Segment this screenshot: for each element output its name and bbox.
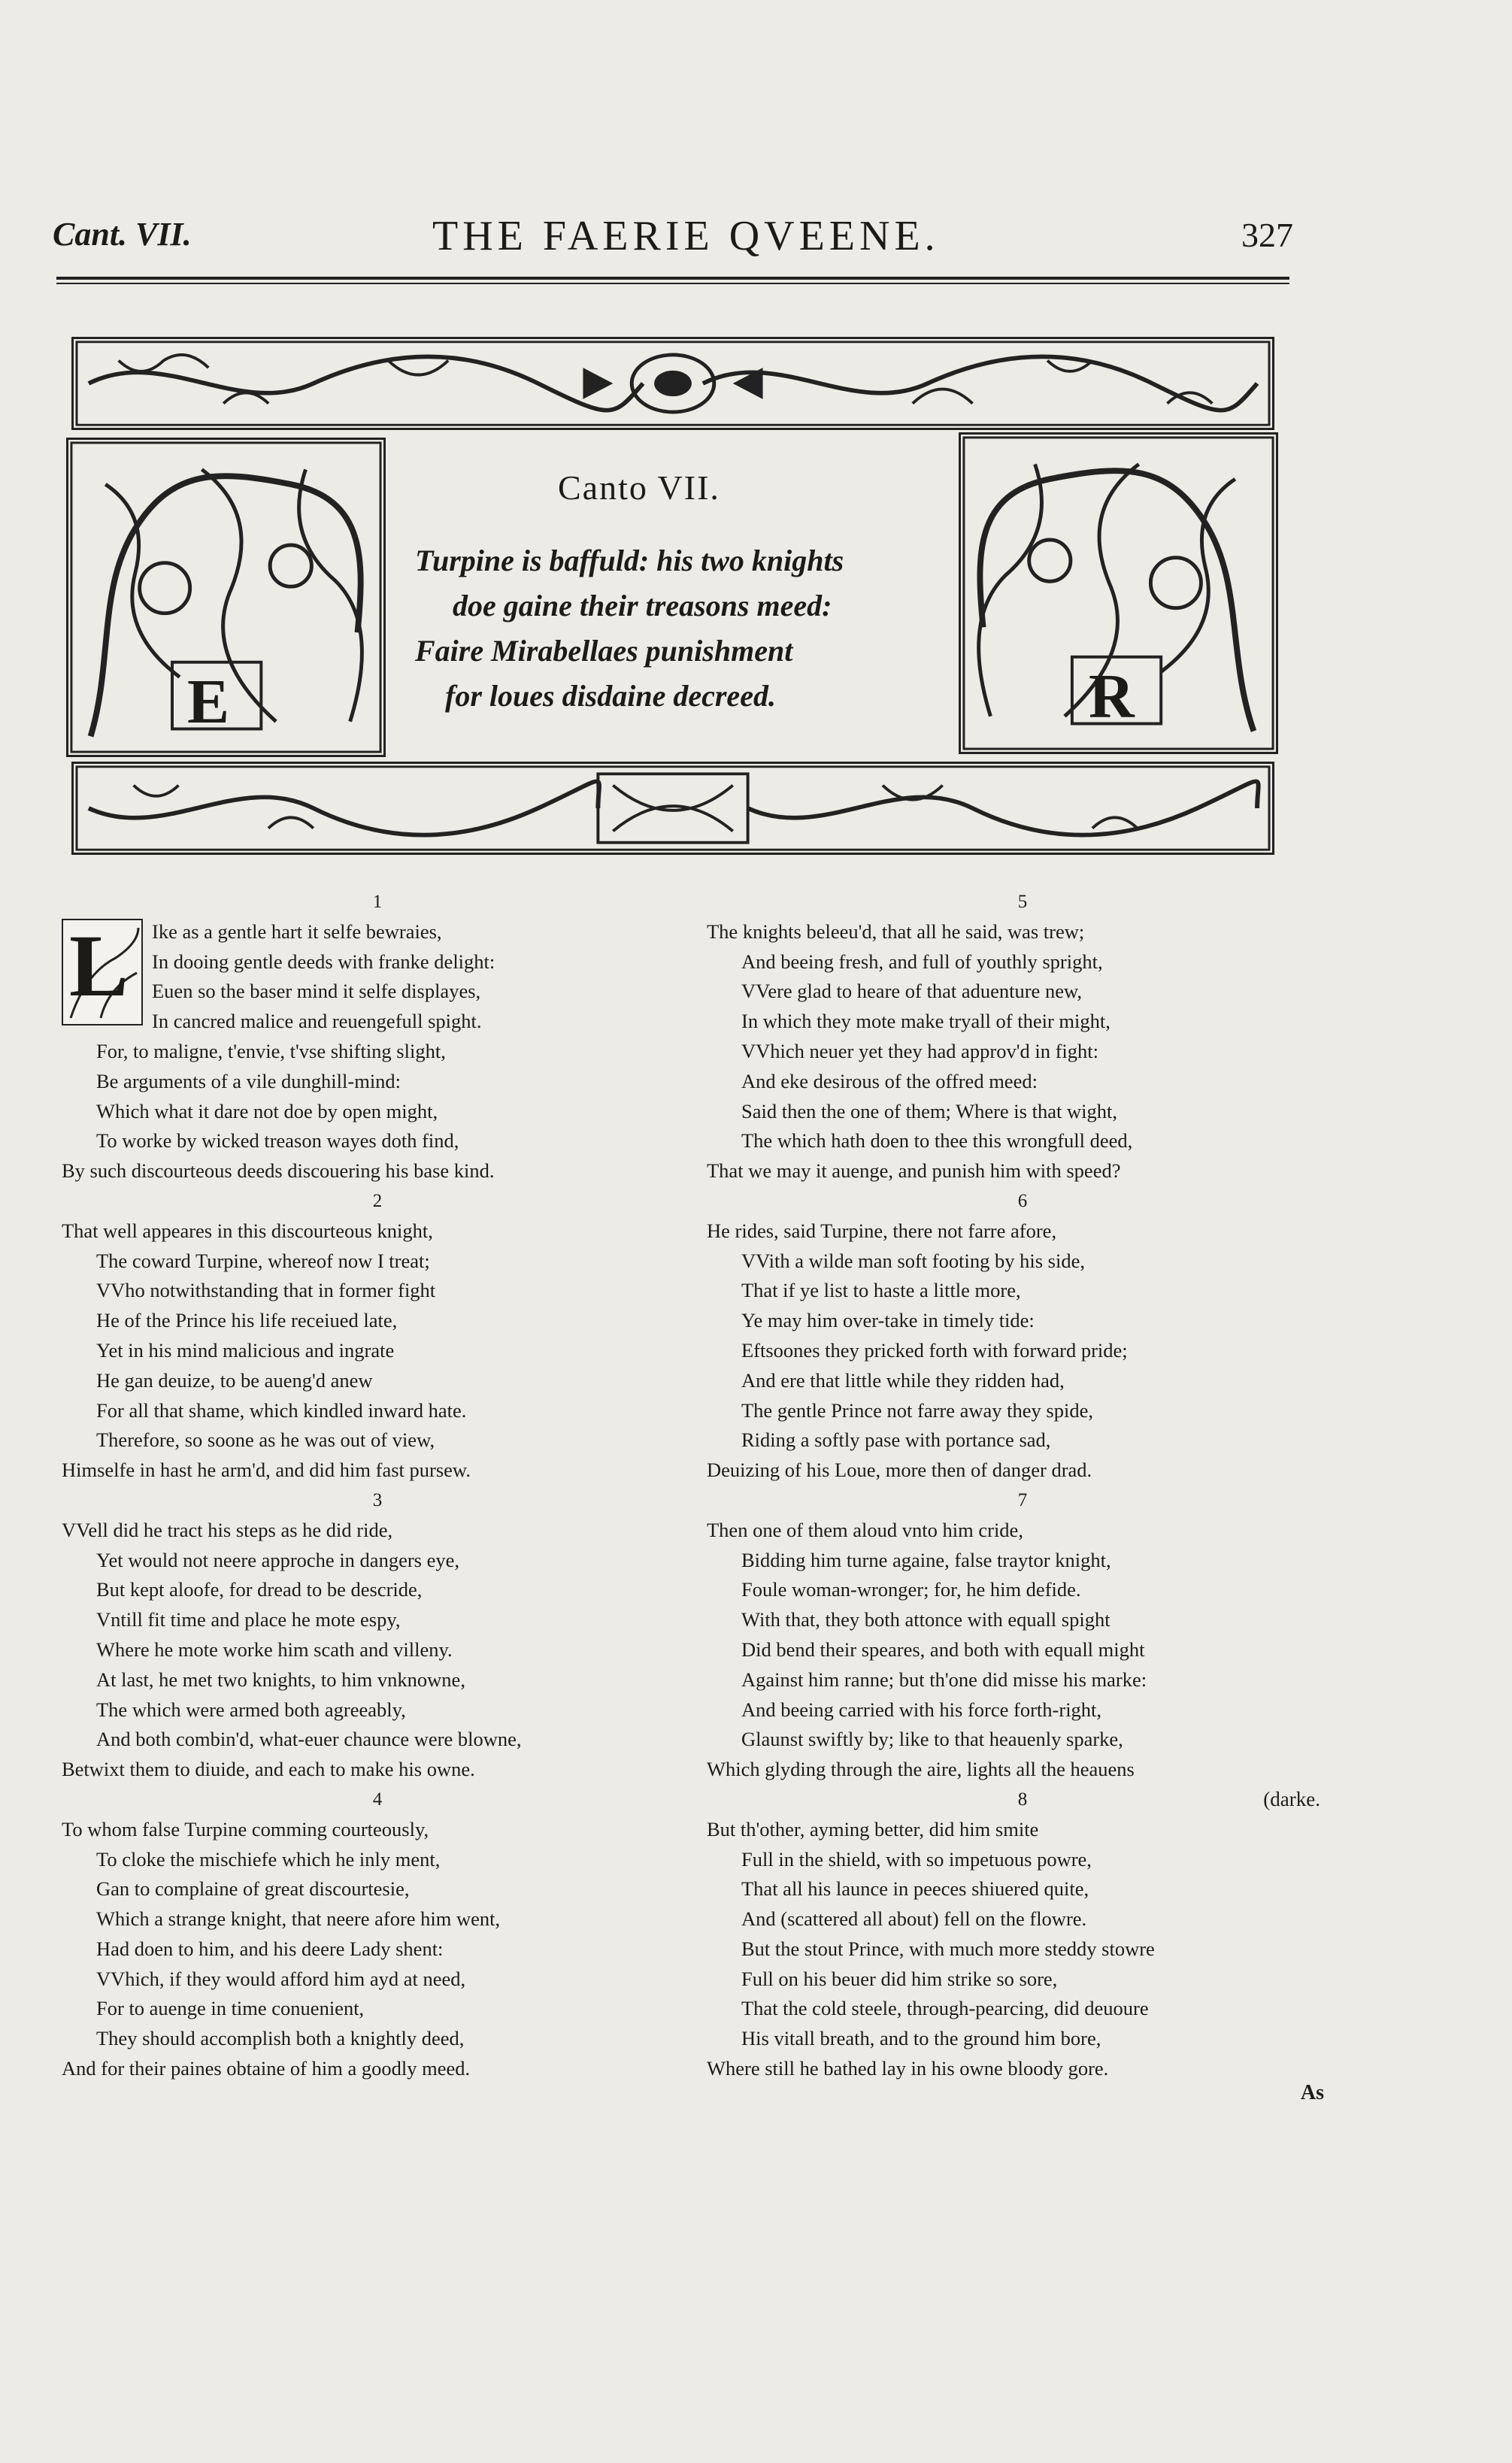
stanza <box>62 1785 693 2084</box>
verse-line: But th'other, ayming better, did him smite <box>707 1817 1039 1840</box>
verse-line: Eftsoones they pricked forth with forward pride; <box>741 1338 1128 1362</box>
stanza <box>707 1186 1338 1486</box>
verse-line: VVhich neuer yet they had approv'd in fight: <box>741 1039 1099 1062</box>
verse-line: Ike as a gentle hart it selfe bewraies, <box>152 919 442 943</box>
verse-line: Gan to complaine of great discourtesie, <box>96 1877 410 1901</box>
verse-line: At last, he met two knights, to him vnknowne, <box>96 1668 465 1691</box>
header-rule <box>56 277 1289 280</box>
verse-line: That all his launce in peeces shiuered quite, <box>741 1877 1089 1901</box>
verse-line: That well appeares in this discourteous knight, <box>62 1219 433 1242</box>
verse-line: For, to maligne, t'envie, t'vse shifting slight, <box>96 1039 446 1062</box>
catchword: As <box>1300 2081 1324 2104</box>
verse-line: And for their paines obtaine of him a goodly meed. <box>62 2057 471 2080</box>
verse-line: For all that shame, which kindled inward hate. <box>96 1398 467 1422</box>
verse-line: They should accomplish both a knightly deed, <box>96 2027 465 2050</box>
argument-line: Faire Mirabellaes punishment <box>415 634 793 668</box>
ornament-band-top <box>71 337 1274 430</box>
verse-line: The coward Turpine, whereof now I treat; <box>96 1249 430 1272</box>
ornament-band-bottom <box>71 762 1274 855</box>
stanza-number: 8 <box>1017 1789 1028 1810</box>
ornament-letter-left: E <box>187 667 230 737</box>
verse-line: The which hath doen to thee this wrongfull deed, <box>741 1129 1133 1153</box>
verse-line: Ye may him over-take in timely tide: <box>741 1309 1035 1332</box>
verse-line: Bidding him turne againe, false traytor knight, <box>741 1548 1111 1571</box>
verse-line: Vntill fit time and place he mote espy, <box>96 1608 401 1631</box>
verse-line: Which a strange knight, that neere afore him went, <box>96 1907 501 1931</box>
stanza-number: 5 <box>1017 892 1028 912</box>
verse-line: The gentle Prince not farre away they spide, <box>741 1398 1093 1422</box>
verse-line: Which what it dare not doe by open might, <box>96 1099 438 1122</box>
stanza <box>62 1486 693 1785</box>
verse-line: Betwixt them to diuide, and each to make his owne. <box>62 1758 475 1781</box>
verse-line: That the cold steele, through-pearcing, did deuoure <box>741 1997 1149 2020</box>
verse-line: VVhich, if they would afford him ayd at need, <box>96 1967 466 1990</box>
verse-column-right <box>707 887 1338 2084</box>
verse-line: Glaunst swiftly by; like to that heauenly sparke, <box>741 1728 1123 1751</box>
stanza-number: 4 <box>372 1789 383 1810</box>
verse-line: Yet would not neere approche in dangers eye, <box>96 1548 459 1571</box>
verse-line: The which were armed both agreeably, <box>96 1698 406 1721</box>
verse-line: And (scattered all about) fell on the flowre. <box>741 1907 1087 1931</box>
ornament-panel-left <box>66 438 386 757</box>
stanza <box>707 887 1338 1186</box>
running-header-canto: Cant. VII. <box>53 216 192 253</box>
verse-line: By such discourteous deeds discouering his base kind. <box>62 1159 495 1183</box>
verse-line: And beeing carried with his force forth-right, <box>741 1698 1102 1721</box>
verse-line: Where still he bathed lay in his owne bloody gore. <box>707 2057 1109 2080</box>
turnover-word: (darke. <box>1263 1788 1320 1810</box>
verse-line: In cancred malice and reuengefull spight. <box>152 1010 482 1033</box>
verse-line: VVere glad to heare of that aduenture new, <box>741 980 1082 1003</box>
verse-line: To whom false Turpine comming courteously, <box>62 1817 429 1840</box>
verse-line: VVell did he tract his steps as he did ride, <box>62 1518 393 1541</box>
stanza-number: 7 <box>1017 1489 1028 1510</box>
stanza <box>707 1486 1338 1785</box>
verse-line: In which they mote make tryall of their might, <box>741 1010 1111 1033</box>
argument-line: doe gaine their treasons meed: <box>453 589 832 623</box>
verse-line: Did bend their speares, and both with equall might <box>741 1637 1145 1661</box>
verse-line: With that, they both attonce with equall spight <box>741 1608 1111 1631</box>
verse-line: Yet in his mind malicious and ingrate <box>96 1338 395 1362</box>
stanza <box>62 1186 693 1486</box>
verse-line: But kept aloofe, for dread to be descride, <box>96 1578 423 1601</box>
verse-line: That if ye list to haste a little more, <box>741 1279 1021 1302</box>
verse-line: For to auenge in time conuenient, <box>96 1997 365 2020</box>
verse-line: And ere that little while they ridden had, <box>741 1368 1065 1392</box>
verse-line: Foule woman-wronger; for, he him defide. <box>741 1578 1081 1601</box>
verse-line: Therefore, so soone as he was out of view, <box>96 1428 435 1452</box>
verse-line: Riding a softly pase with portance sad, <box>741 1428 1051 1452</box>
verse-line: Full on his beuer did him strike so sore, <box>741 1967 1058 1990</box>
stanza-number: 1 <box>372 892 383 912</box>
ornament-letter-right: R <box>1089 662 1135 732</box>
canto-argument-box <box>391 438 955 757</box>
verse-line: Euen so the baser mind it selfe displayes, <box>152 980 481 1003</box>
verse-line: Had doen to him, and his deere Lady shent: <box>96 1937 444 1960</box>
verse-line: Deuizing of his Loue, more then of danger drad. <box>707 1459 1092 1482</box>
verse-line: But the stout Prince, with much more steddy stowre <box>741 1937 1155 1960</box>
argument-line: Turpine is baffuld: his two knights <box>415 544 844 577</box>
verse-line: Be arguments of a vile dunghill-mind: <box>96 1069 401 1092</box>
verse-line: His vitall breath, and to the ground him bore, <box>741 2027 1101 2050</box>
verse-line: To worke by wicked treason wayes doth find, <box>96 1129 459 1153</box>
stanza-number: 6 <box>1017 1190 1028 1211</box>
dropcap-letter: L <box>69 919 129 1015</box>
canto-heading: Canto VII. <box>558 468 720 507</box>
running-header <box>53 212 1293 257</box>
verse-line: Himselfe in hast he arm'd, and did him fast pursew. <box>62 1459 471 1482</box>
verse-line: That we may it auenge, and punish him with speed? <box>707 1159 1121 1183</box>
verse-line: He of the Prince his life receiued late, <box>96 1309 398 1332</box>
verse-line: Against him ranne; but th'one did misse his marke: <box>741 1668 1147 1691</box>
stanza-number: 2 <box>372 1190 383 1211</box>
verse-line: Where he mote worke him scath and villeny. <box>96 1637 453 1661</box>
verse-line: He rides, said Turpine, there not farre afore, <box>707 1219 1057 1242</box>
verse-line: The knights beleeu'd, that all he said, was trew; <box>707 919 1085 943</box>
verse-line: To cloke the mischiefe which he inly ment, <box>96 1847 441 1871</box>
verse-line: In dooing gentle deeds with franke delight: <box>152 950 495 973</box>
stanza <box>62 887 693 1186</box>
verse-column-left <box>62 887 693 2084</box>
verse-line: VVho notwithstanding that in former fight <box>96 1279 436 1302</box>
verse-line: And eke desirous of the offred meed: <box>741 1069 1038 1092</box>
verse-line: VVith a wilde man soft footing by his side, <box>741 1249 1085 1272</box>
verse-line: Full in the shield, with so impetuous powre, <box>741 1847 1092 1871</box>
stanza <box>707 1785 1338 2084</box>
ornament-panel-right <box>959 432 1278 754</box>
verse-line: Which glyding through the aire, lights all the heauens <box>707 1758 1135 1781</box>
page-number: 327 <box>1241 216 1293 254</box>
verse-line: He gan deuize, to be aueng'd anew <box>96 1368 373 1392</box>
stanza-number: 3 <box>372 1489 383 1510</box>
argument-line: for loues disdaine decreed. <box>445 679 776 713</box>
verse-line: And beeing fresh, and full of youthly spright, <box>741 950 1103 973</box>
running-header-title: THE FAERIE QVEENE. <box>432 213 940 259</box>
verse-line: And both combin'd, what-euer chaunce were blowne, <box>96 1728 522 1751</box>
verse-line: Then one of them aloud vnto him cride, <box>707 1518 1023 1541</box>
header-rule-thin <box>56 283 1289 284</box>
verse-line: Said then the one of them; Where is that wight, <box>741 1099 1117 1122</box>
